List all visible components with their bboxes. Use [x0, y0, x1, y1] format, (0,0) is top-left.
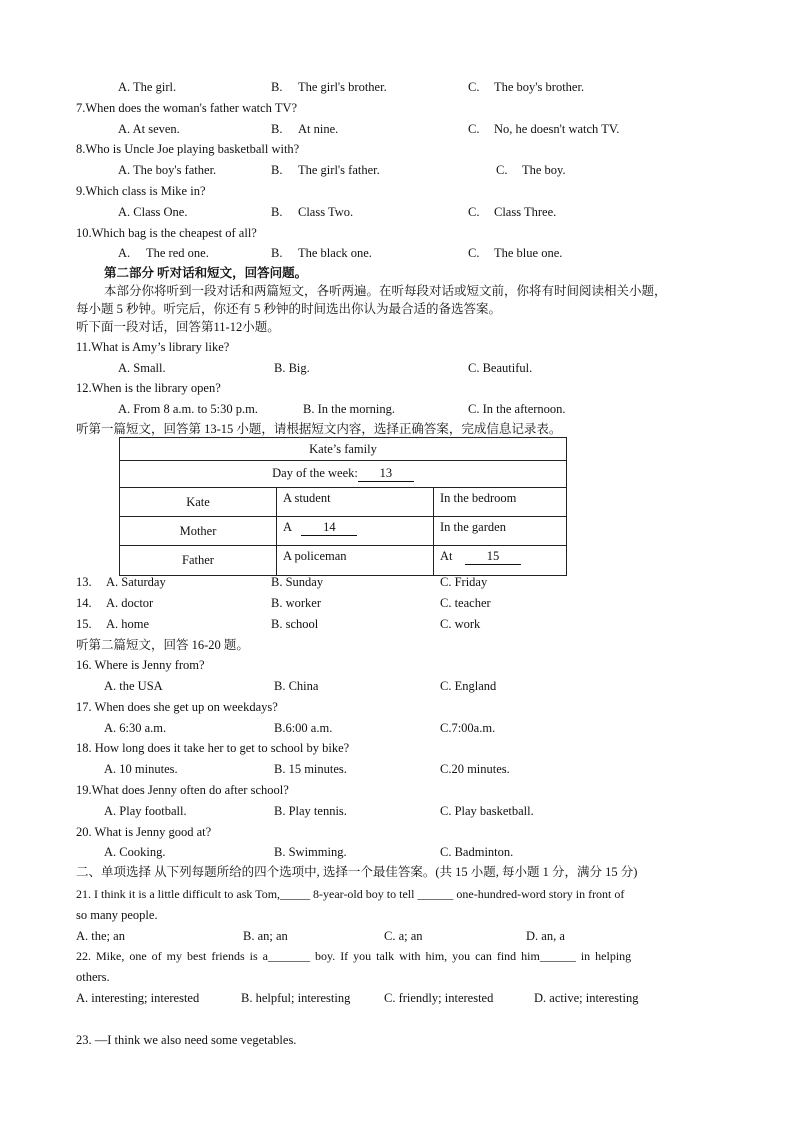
row-mother-place: In the garden: [434, 517, 567, 546]
q12-option-c: C. In the afternoon.: [468, 402, 566, 416]
q7-option-a: A. At seven.: [118, 122, 180, 136]
q11-stem: 11.What is Amy’s library like?: [76, 340, 230, 354]
q16-option-b: B. China: [274, 679, 319, 693]
q19-option-c: C. Play basketball.: [440, 804, 534, 818]
table-title: Kate’s family: [120, 438, 567, 461]
q22-stem-line2: others.: [76, 970, 110, 984]
mother-job-prefix: A: [283, 520, 293, 534]
row-father-name: Father: [120, 546, 277, 576]
q15-option-a: A. home: [106, 617, 150, 631]
q20-option-a: A. Cooking.: [104, 845, 166, 859]
q21-option-b: B. an; an: [243, 929, 288, 943]
q11-option-c: C. Beautiful.: [468, 361, 533, 375]
q8-option-c: The boy.: [522, 163, 566, 177]
q14-number: 14.: [76, 596, 92, 610]
kate-family-table: [119, 437, 567, 576]
q10-option-a: The red one.: [146, 246, 209, 260]
q14-option-c: C. teacher: [440, 596, 491, 610]
row-kate-job: A student: [277, 488, 434, 517]
q7-option-b-letter: B.: [271, 122, 283, 136]
part2-title: 第二部分 听对话和短文，回答问题。: [104, 266, 308, 280]
q21-stem-line2: so many people.: [76, 908, 158, 922]
q13-option-b: B. Sunday: [271, 575, 324, 589]
q10-option-c: The blue one.: [494, 246, 563, 260]
q8-option-c-letter: C.: [496, 163, 508, 177]
q8-option-a: A. The boy's father.: [118, 163, 217, 177]
row-mother-job: [277, 517, 434, 546]
q6-option-b: The girl's brother.: [298, 80, 387, 94]
q16-option-c: C. England: [440, 679, 497, 693]
q20-stem: 20. What is Jenny good at?: [76, 825, 212, 839]
q12-option-b: B. In the morning.: [303, 402, 396, 416]
q11-option-b: B. Big.: [274, 361, 310, 375]
blank-15: 15: [465, 549, 521, 565]
q16-option-a: A. the USA: [104, 679, 163, 693]
q8-stem: 8.Who is Uncle Joe playing basketball with?: [76, 142, 300, 156]
passage2-intro: 听第二篇短文，回答 16-20 题。: [76, 638, 249, 652]
passage1-intro: 听第一篇短文，回答第 13-15 小题，请根据短文内容，选择正确答案，完成信息记录表。: [76, 422, 562, 436]
day-label: Day of the week:: [272, 466, 358, 480]
q19-option-b: B. Play tennis.: [274, 804, 347, 818]
q23-stem: 23. —I think we also need some vegetables.: [76, 1033, 297, 1047]
q19-stem: 19.What does Jenny often do after school?: [76, 783, 289, 797]
q14-option-a: A. doctor: [106, 596, 154, 610]
q22-option-c: C. friendly; interested: [384, 991, 494, 1005]
q22-option-d: D. active; interesting: [534, 991, 639, 1005]
q9-option-a: A. Class One.: [118, 205, 188, 219]
q16-stem: 16. Where is Jenny from?: [76, 658, 205, 672]
row-father-place: [434, 546, 567, 576]
father-place-prefix: At: [440, 549, 453, 563]
q9-option-b-letter: B.: [271, 205, 283, 219]
q22-option-a: A. interesting; interested: [76, 991, 200, 1005]
q10-option-a-letter: A.: [118, 246, 131, 260]
q6-option-c-letter: C.: [468, 80, 480, 94]
q17-stem: 17. When does she get up on weekdays?: [76, 700, 278, 714]
q22-stem-line1: 22. Mike, one of my best friends is a_______ boy. If you talk with him, you can find him______ in helping: [76, 949, 632, 963]
q12-option-a: A. From 8 a.m. to 5:30 p.m.: [118, 402, 258, 416]
q20-option-c: C. Badminton.: [440, 845, 514, 859]
q8-option-b: The girl's father.: [298, 163, 380, 177]
q13-option-a: A. Saturday: [106, 575, 166, 589]
dialog-intro: 听下面一段对话，回答第11-12小题。: [76, 320, 280, 334]
row-kate-place: In the bedroom: [434, 488, 567, 517]
q6-option-a: A. The girl.: [118, 80, 177, 94]
q6-option-c: The boy's brother.: [494, 80, 585, 94]
q18-stem: 18. How long does it take her to get to school by bike?: [76, 741, 350, 755]
q19-option-a: A. Play football.: [104, 804, 187, 818]
q7-option-b: At nine.: [298, 122, 339, 136]
q8-option-b-letter: B.: [271, 163, 283, 177]
q10-option-b-letter: B.: [271, 246, 283, 260]
q14-option-b: B. worker: [271, 596, 321, 610]
q21-option-d: D. an, a: [526, 929, 565, 943]
section2-title: 二、单项选择 从下列每题所给的四个选项中, 选择一个最佳答案。(共 15 小题, 每小题 1 分，满分 15 分): [76, 865, 638, 879]
q18-option-a: A. 10 minutes.: [104, 762, 178, 776]
q17-option-c: C.7:00a.m.: [440, 721, 496, 735]
q7-option-c: No, he doesn't watch TV.: [494, 122, 620, 136]
q17-option-b: B.6:00 a.m.: [274, 721, 333, 735]
part2-instruction-1: 本部分你将听到一段对话和两篇短文，各听两遍。在听每段对话或短文前，你将有时间阅读相关小题，: [104, 284, 667, 298]
q18-option-b: B. 15 minutes.: [274, 762, 347, 776]
q15-option-c: C. work: [440, 617, 481, 631]
q13-number: 13.: [76, 575, 92, 589]
q15-number: 15.: [76, 617, 92, 631]
blank-14: 14: [301, 520, 357, 536]
q9-stem: 9.Which class is Mike in?: [76, 184, 206, 198]
q15-option-b: B. school: [271, 617, 319, 631]
q10-stem: 10.Which bag is the cheapest of all?: [76, 226, 257, 240]
q18-option-c: C.20 minutes.: [440, 762, 510, 776]
table-day-row: [120, 461, 567, 488]
part2-instruction-2: 每小题 5 秒钟。听完后，你还有 5 秒钟的时间选出你认为最合适的备选答案。: [76, 302, 502, 316]
blank-13: 13: [358, 466, 414, 482]
q12-stem: 12.When is the library open?: [76, 381, 221, 395]
q21-option-a: A. the; an: [76, 929, 125, 943]
q10-option-c-letter: C.: [468, 246, 480, 260]
q20-option-b: B. Swimming.: [274, 845, 347, 859]
q7-option-c-letter: C.: [468, 122, 480, 136]
q9-option-b: Class Two.: [298, 205, 354, 219]
row-mother-name: Mother: [120, 517, 277, 546]
q21-option-c: C. a; an: [384, 929, 423, 943]
q17-option-a: A. 6:30 a.m.: [104, 721, 167, 735]
q7-stem: 7.When does the woman's father watch TV?: [76, 101, 298, 115]
q9-option-c: Class Three.: [494, 205, 557, 219]
q11-option-a: A. Small.: [118, 361, 166, 375]
q6-option-b-letter: B.: [271, 80, 283, 94]
q13-option-c: C. Friday: [440, 575, 488, 589]
row-kate-name: Kate: [120, 488, 277, 517]
q21-stem-line1: 21. I think it is a little difficult to ask Tom,_____ 8-year-old boy to tell ______ one-hundred-word story in front of: [76, 887, 625, 901]
q9-option-c-letter: C.: [468, 205, 480, 219]
row-father-job: A policeman: [277, 546, 434, 576]
q22-option-b: B. helpful; interesting: [241, 991, 351, 1005]
q10-option-b: The black one.: [298, 246, 372, 260]
